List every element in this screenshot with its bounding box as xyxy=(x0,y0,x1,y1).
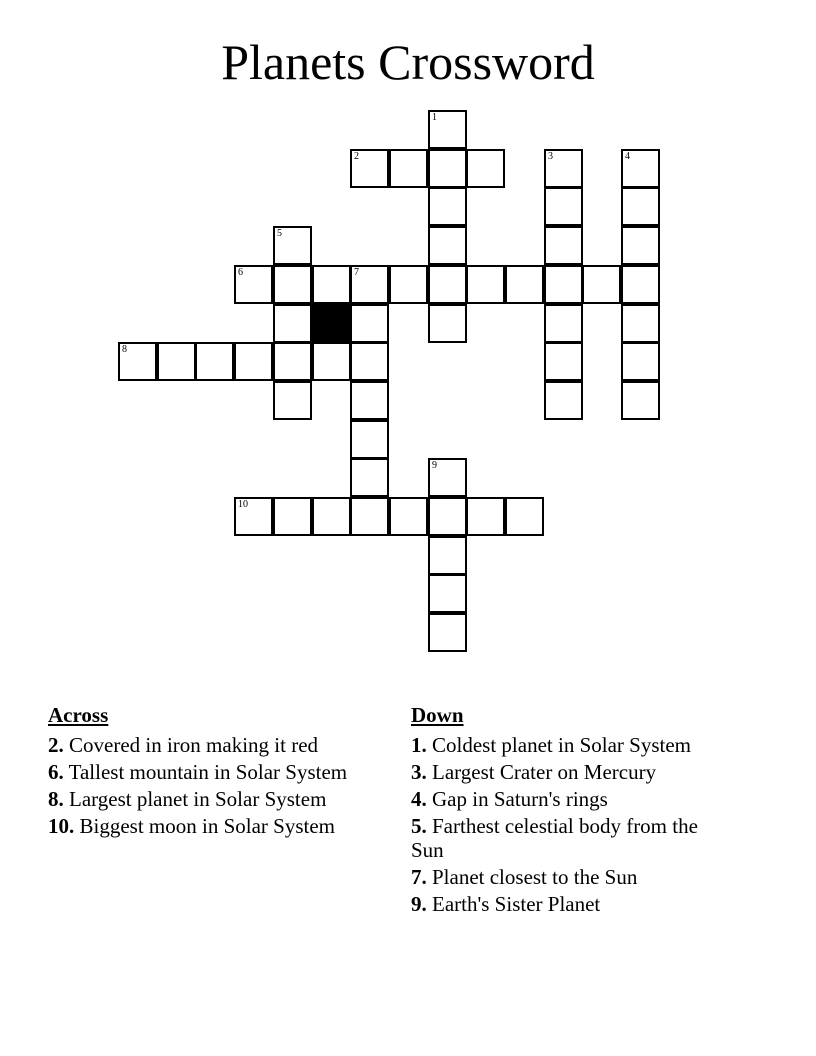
grid-cell[interactable] xyxy=(621,226,660,265)
grid-cell[interactable] xyxy=(505,497,544,536)
grid-cell[interactable] xyxy=(621,265,660,304)
grid-cell[interactable] xyxy=(544,381,583,420)
clue-text: Biggest moon in Solar System xyxy=(79,814,336,838)
grid-cell[interactable] xyxy=(389,149,428,188)
grid-cell[interactable] xyxy=(621,381,660,420)
down-clue xyxy=(411,760,731,784)
grid-cell[interactable] xyxy=(428,574,467,613)
clue-text: Largest planet in Solar System xyxy=(69,787,327,811)
grid-cell[interactable] xyxy=(273,265,312,304)
grid-cell[interactable] xyxy=(273,226,312,265)
clue-number-label: 6 xyxy=(238,267,243,278)
clue-number-label: 2 xyxy=(354,151,359,162)
down-clue xyxy=(411,892,731,916)
clue-number-label: 1 xyxy=(432,112,437,123)
down-clue xyxy=(411,733,731,757)
clue-number: 9. xyxy=(411,892,427,916)
grid-cell[interactable] xyxy=(234,265,273,304)
grid-cell[interactable] xyxy=(582,265,621,304)
grid-cell[interactable] xyxy=(273,342,312,381)
clue-number: 10. xyxy=(48,814,75,838)
down-clue xyxy=(411,814,731,862)
grid-cell[interactable] xyxy=(505,265,544,304)
black-cell xyxy=(312,304,351,343)
clue-text: Coldest planet in Solar System xyxy=(432,733,691,757)
down-clue xyxy=(411,865,731,889)
clue-number-label: 7 xyxy=(354,267,359,278)
down-heading: Down xyxy=(411,703,464,727)
grid-cell[interactable] xyxy=(389,497,428,536)
across-clue xyxy=(48,814,393,838)
across-clue xyxy=(48,760,393,784)
clue-text: Tallest mountain in Solar System xyxy=(68,760,348,784)
across-clue xyxy=(48,787,393,811)
grid-cell[interactable] xyxy=(428,187,467,226)
grid-cell[interactable] xyxy=(273,497,312,536)
clue-text: Planet closest to the Sun xyxy=(432,865,638,889)
clue-number-label: 3 xyxy=(548,151,553,162)
clue-number: 4. xyxy=(411,787,427,811)
clue-text: Gap in Saturn's rings xyxy=(432,787,608,811)
grid-cell[interactable] xyxy=(273,381,312,420)
grid-cell[interactable] xyxy=(621,187,660,226)
grid-cell[interactable] xyxy=(544,187,583,226)
grid-cell[interactable] xyxy=(234,342,273,381)
clue-number: 6. xyxy=(48,760,64,784)
grid-cell[interactable] xyxy=(273,304,312,343)
grid-cell[interactable] xyxy=(544,226,583,265)
grid-cell[interactable] xyxy=(544,149,583,188)
clue-number-label: 5 xyxy=(277,228,282,239)
grid-cell[interactable] xyxy=(428,497,467,536)
grid-cell[interactable] xyxy=(621,304,660,343)
across-clue xyxy=(48,733,393,757)
grid-cell[interactable] xyxy=(118,342,157,381)
grid-cell[interactable] xyxy=(350,420,389,459)
grid-cell[interactable] xyxy=(428,536,467,575)
across-clues xyxy=(48,703,393,841)
grid-cell[interactable] xyxy=(621,149,660,188)
clue-text: Covered in iron making it red xyxy=(69,733,319,757)
grid-cell[interactable] xyxy=(544,304,583,343)
grid-cell[interactable] xyxy=(428,458,467,497)
clue-number: 3. xyxy=(411,760,427,784)
grid-cell[interactable] xyxy=(234,497,273,536)
down-clue xyxy=(411,787,731,811)
grid-cell[interactable] xyxy=(195,342,234,381)
grid-cell[interactable] xyxy=(466,265,505,304)
grid-cell[interactable] xyxy=(428,110,467,149)
grid-cell[interactable] xyxy=(350,149,389,188)
clue-text: Farthest celestial body from the Sun xyxy=(411,814,698,862)
grid-cell[interactable] xyxy=(312,342,351,381)
grid-cell[interactable] xyxy=(350,497,389,536)
grid-cell[interactable] xyxy=(428,265,467,304)
grid-cell[interactable] xyxy=(312,497,351,536)
clue-number-label: 4 xyxy=(625,151,630,162)
clue-number: 1. xyxy=(411,733,427,757)
grid-cell[interactable] xyxy=(428,226,467,265)
clue-text: Largest Crater on Mercury xyxy=(432,760,657,784)
clue-number: 5. xyxy=(411,814,427,838)
grid-cell[interactable] xyxy=(621,342,660,381)
clue-number-label: 10 xyxy=(238,499,248,510)
down-clues xyxy=(411,703,731,919)
clue-number-label: 9 xyxy=(432,460,437,471)
grid-cell[interactable] xyxy=(312,265,351,304)
grid-cell[interactable] xyxy=(350,265,389,304)
grid-cell[interactable] xyxy=(350,458,389,497)
grid-cell[interactable] xyxy=(350,342,389,381)
clue-number: 2. xyxy=(48,733,64,757)
page-title: Planets Crossword xyxy=(221,34,595,90)
grid-cell[interactable] xyxy=(389,265,428,304)
grid-cell[interactable] xyxy=(157,342,196,381)
clue-text: Earth's Sister Planet xyxy=(432,892,601,916)
grid-cell[interactable] xyxy=(350,304,389,343)
across-heading: Across xyxy=(48,703,109,727)
grid-cell[interactable] xyxy=(428,613,467,652)
grid-cell[interactable] xyxy=(428,149,467,188)
grid-cell[interactable] xyxy=(466,497,505,536)
clue-number: 8. xyxy=(48,787,64,811)
clue-number-label: 8 xyxy=(122,344,127,355)
grid-cell[interactable] xyxy=(350,381,389,420)
grid-cell[interactable] xyxy=(466,149,505,188)
grid-cell[interactable] xyxy=(428,304,467,343)
clue-number: 7. xyxy=(411,865,427,889)
grid-cell[interactable] xyxy=(544,265,583,304)
grid-cell[interactable] xyxy=(544,342,583,381)
